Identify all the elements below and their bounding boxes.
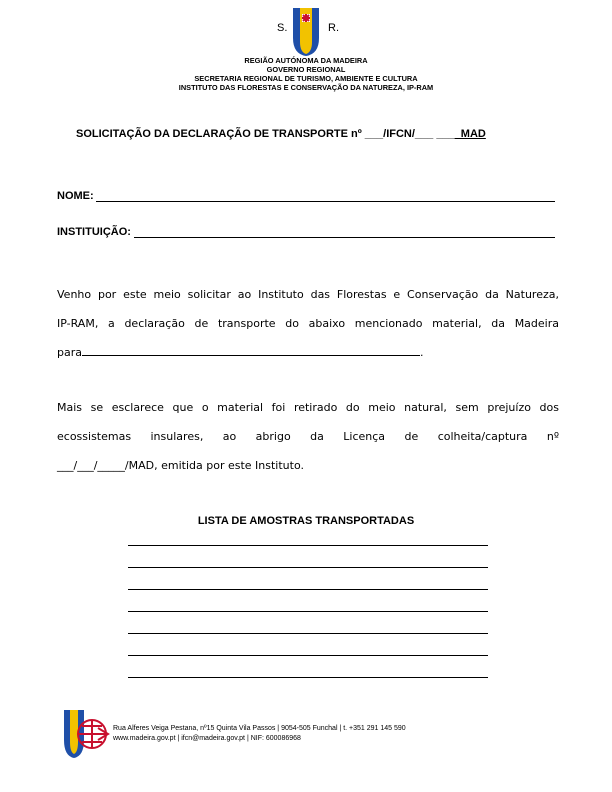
destination-field-line[interactable] [82,346,420,356]
para1-period: . [420,346,424,359]
sample-line[interactable] [128,633,488,634]
instituicao-field-line[interactable] [134,237,555,238]
document-title [76,128,486,140]
para2-line1: Mais se esclarece que o material foi retirado do meio natural, sem prejuízo dos [57,401,559,414]
list-title: LISTA DE AMOSTRAS TRANSPORTADAS [197,515,415,527]
title-text: SOLICITAÇÃO DA DECLARAÇÃO DE TRANSPORTE nº ___/IFCN/___ ___ [76,128,455,140]
instituicao-label: INSTITUIÇÃO: [57,226,131,238]
sample-line[interactable] [128,655,488,656]
footer-contacts: www.madeira.gov.pt | ifcn@madeira.gov.pt | NIF: 600086968 [113,735,301,742]
para2-line2: ecossistemas insulares, ao abrigo da Licença de colheita/captura nº [57,430,559,443]
header-secretariat: SECRETARIA REGIONAL DE TURISMO, AMBIENTE E CULTURA [194,74,418,83]
sample-line[interactable] [128,567,488,568]
header-government: GOVERNO REGIONAL [266,65,346,74]
para2-line3: ___/___/_____/MAD, emitida por este Instituto. [57,459,304,472]
sample-line[interactable] [128,545,488,546]
ifcn-logo [62,708,112,760]
crest-letter-s: S. [277,22,288,34]
crest-letter-r: R. [328,22,339,34]
title-mad: _MAD [454,128,486,140]
para1-line2: IP-RAM, a declaração de transporte do abaixo mencionado material, da Madeira [57,317,559,330]
footer-address: Rua Alferes Veiga Pestana, nº15 Quinta Vila Passos | 9054-505 Funchal | t. +351 291 145 590 [113,725,406,732]
header-institute: INSTITUTO DAS FLORESTAS E CONSERVAÇÃO DA NATUREZA, IP-RAM [178,83,434,92]
sample-line[interactable] [128,611,488,612]
sample-line[interactable] [128,589,488,590]
para1-line3 [57,346,424,359]
header-region: REGIÃO AUTÓNOMA DA MADEIRA [244,56,368,65]
nome-label: NOME: [57,190,94,202]
sample-line[interactable] [128,677,488,678]
para1-line1: Venho por este meio solicitar ao Instituto das Florestas e Conservação da Natureza, [57,288,559,301]
nome-field-line[interactable] [96,201,555,202]
para1-para-word: para [57,346,82,359]
